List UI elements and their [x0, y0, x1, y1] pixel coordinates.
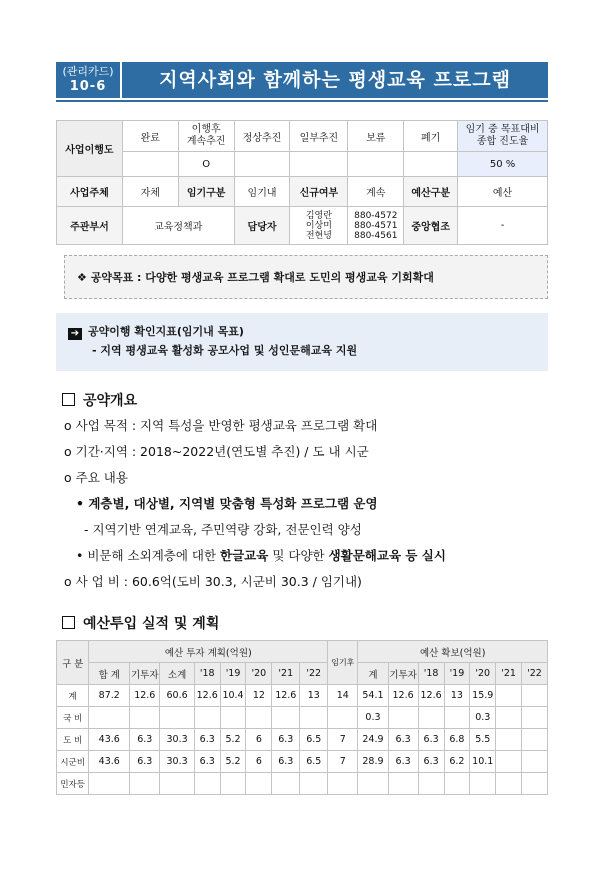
card-label: (관리카드) [62, 65, 114, 78]
management-card-badge [56, 62, 122, 98]
secured-cell: 24.9 [358, 729, 388, 751]
secured-cell [521, 707, 547, 729]
plan-cell [300, 707, 328, 729]
plan-cell: 12 [246, 685, 272, 707]
secured-cell [521, 773, 547, 795]
overview-item-2-b: 한글교육 [220, 548, 269, 563]
secured-cell: 6.2 [444, 751, 470, 773]
budget-row [57, 751, 548, 773]
plan-cell [246, 773, 272, 795]
budget-row [57, 707, 548, 729]
checkbox-square-icon [62, 393, 75, 406]
plan-cell [89, 773, 130, 795]
secured-col-header: 기투자 [388, 663, 418, 685]
overview-heading: 공약개요 [83, 393, 138, 409]
secured-cell: 0.3 [470, 707, 496, 729]
budget-row-header: 구 분 [57, 641, 89, 685]
secured-col-header: '20 [470, 663, 496, 685]
budget-row [57, 685, 548, 707]
col-normal: 정상추진 [234, 121, 290, 152]
plan-cell: 87.2 [89, 685, 130, 707]
plan-cell: 43.6 [89, 729, 130, 751]
budget-row-label: 민자등 [57, 773, 89, 795]
secured-cell [496, 751, 522, 773]
indicator-title: 공약이행 확인지표(임기내 목표) [88, 325, 244, 338]
secured-cell [388, 773, 418, 795]
manager-phones: 880-4572 880-4571 880-4561 [348, 207, 404, 245]
plan-cell: 6.3 [272, 751, 300, 773]
plan-col-header: '18 [194, 663, 220, 685]
secured-col-header: '19 [444, 663, 470, 685]
col-continue: 이행후 계속추진 [178, 121, 234, 152]
page-title: 지역사회와 함께하는 평생교육 프로그램 [159, 69, 511, 91]
plan-cell [130, 707, 160, 729]
after-term-cell: 7 [328, 751, 358, 773]
overview-purpose: o 사업 목적 : 지역 특성을 반영한 평생교육 프로그램 확대 [64, 418, 378, 433]
after-term-cell: 7 [328, 729, 358, 751]
plan-col-header: '19 [220, 663, 246, 685]
plan-cell: 12.6 [272, 685, 300, 707]
secured-cell [470, 773, 496, 795]
mark-abolish [404, 152, 458, 177]
plan-cell [194, 707, 220, 729]
overview-item-2 [62, 546, 548, 566]
budget-row-label: 계 [57, 685, 89, 707]
plan-cell [272, 707, 300, 729]
secured-cell: 28.9 [358, 751, 388, 773]
col-partial: 일부추진 [290, 121, 348, 152]
plan-cell: 6.3 [272, 729, 300, 751]
plan-cell: 43.6 [89, 751, 130, 773]
after-term-header: 임기후 [328, 641, 358, 685]
status-table [56, 120, 548, 245]
secured-cell: 12.6 [418, 685, 444, 707]
after-term-cell [328, 707, 358, 729]
plan-cell: 6.5 [300, 751, 328, 773]
secured-cell: 6.3 [388, 729, 418, 751]
label-term: 임기구분 [178, 177, 234, 207]
secured-header: 예산 확보(억원) [358, 641, 548, 663]
value-new: 계속 [348, 177, 404, 207]
secured-cell: 6.3 [388, 751, 418, 773]
secured-cell [496, 685, 522, 707]
overview-section [62, 390, 548, 592]
budget-row-label: 국 비 [57, 707, 89, 729]
plan-cell [300, 773, 328, 795]
plan-cell: 5.2 [220, 729, 246, 751]
value-budget-type: 예산 [458, 177, 548, 207]
mark-complete [122, 152, 178, 177]
plan-col-header: '20 [246, 663, 272, 685]
overview-main: o 주요 내용 [64, 470, 128, 485]
plan-cell [220, 707, 246, 729]
plan-cell: 30.3 [160, 729, 194, 751]
secured-col-header: '18 [418, 663, 444, 685]
plan-header: 예산 투자 계획(억원) [89, 641, 328, 663]
plan-col-header: 기투자 [130, 663, 160, 685]
secured-cell: 6.3 [418, 729, 444, 751]
label-central-coop: 중앙협조 [404, 207, 458, 245]
overview-item-2-c: 및 다양한 [268, 548, 329, 563]
secured-cell: 54.1 [358, 685, 388, 707]
plan-cell [160, 773, 194, 795]
plan-cell: 6.5 [300, 729, 328, 751]
secured-col-header: '22 [521, 663, 547, 685]
secured-cell: 13 [444, 685, 470, 707]
col-progress-rate: 임기 중 목표대비 종합 진도율 [458, 121, 548, 152]
plan-cell: 5.2 [220, 751, 246, 773]
checkbox-square-icon [62, 616, 75, 629]
plan-cell: 6.3 [194, 729, 220, 751]
value-term: 임기내 [234, 177, 290, 207]
secured-cell: 0.3 [358, 707, 388, 729]
secured-cell [496, 707, 522, 729]
budget-col-header-row [57, 663, 548, 685]
plan-cell: 6 [246, 751, 272, 773]
overview-item-1-sub: - 지역기반 연계교육, 주민역량 강화, 전문인력 양성 [84, 522, 362, 537]
secured-col-header: 계 [358, 663, 388, 685]
label-department: 주관부서 [57, 207, 123, 245]
indicator-box [56, 313, 548, 371]
secured-cell: 15.9 [470, 685, 496, 707]
plan-cell: 6.3 [194, 751, 220, 773]
mark-normal [234, 152, 290, 177]
col-hold: 보류 [348, 121, 404, 152]
overview-budget: o 사 업 비 : 60.6억(도비 30.3, 시군비 30.3 / 임기내) [64, 574, 362, 589]
plan-cell: 6.3 [130, 751, 160, 773]
budget-row [57, 773, 548, 795]
secured-cell: 12.6 [388, 685, 418, 707]
secured-cell [444, 773, 470, 795]
secured-cell [521, 751, 547, 773]
plan-cell [194, 773, 220, 795]
plan-cell: 13 [300, 685, 328, 707]
value-department: 교육정책과 [122, 207, 234, 245]
secured-cell [496, 729, 522, 751]
secured-cell: 10.1 [470, 751, 496, 773]
overview-item-1: • 계층별, 대상별, 지역별 맞춤형 특성화 프로그램 운영 [76, 496, 378, 511]
label-budget-type: 예산구분 [404, 177, 458, 207]
plan-cell: 6 [246, 729, 272, 751]
indicator-item: - 지역 평생교육 활성화 공모사업 및 성인문해교육 지원 [92, 344, 358, 357]
plan-col-header: '22 [300, 663, 328, 685]
secured-cell: 6.3 [418, 751, 444, 773]
col-abolish: 폐기 [404, 121, 458, 152]
secured-cell [496, 773, 522, 795]
secured-cell [418, 773, 444, 795]
mark-partial [290, 152, 348, 177]
after-term-cell: 14 [328, 685, 358, 707]
secured-cell [358, 773, 388, 795]
budget-row [57, 729, 548, 751]
label-manager: 담당자 [234, 207, 290, 245]
secured-cell [444, 707, 470, 729]
value-central-coop: - [458, 207, 548, 245]
plan-cell: 10.4 [220, 685, 246, 707]
plan-cell [220, 773, 246, 795]
progress-rate-value: 50 % [458, 152, 548, 177]
plan-col-header: '21 [272, 663, 300, 685]
plan-cell: 6.3 [130, 729, 160, 751]
plan-cell: 60.6 [160, 685, 194, 707]
secured-cell: 6.8 [444, 729, 470, 751]
secured-cell [521, 685, 547, 707]
plan-cell [246, 707, 272, 729]
budget-row-label: 도 비 [57, 729, 89, 751]
label-operator: 사업주체 [57, 177, 123, 207]
overview-item-2-d: 생활문해교육 등 실시 [328, 548, 446, 563]
budget-table [56, 640, 548, 795]
plan-cell [89, 707, 130, 729]
after-term-cell [328, 773, 358, 795]
budget-row-label: 시군비 [57, 751, 89, 773]
value-operator: 자체 [122, 177, 178, 207]
arrow-right-icon: ➔ [68, 328, 82, 340]
budget-heading: 예산투입 실적 및 계획 [83, 616, 220, 632]
secured-cell: 5.5 [470, 729, 496, 751]
label-new: 신규여부 [290, 177, 348, 207]
budget-body [57, 685, 548, 795]
mark-continue: O [178, 152, 234, 177]
plan-cell [160, 707, 194, 729]
pledge-goal-box: ❖ 공약목표 : 다양한 평생교육 프로그램 확대로 도민의 평생교육 기회확대 [64, 255, 548, 299]
card-number: 10-6 [69, 79, 107, 94]
row-label-progress: 사업이행도 [57, 121, 123, 177]
secured-cell [388, 707, 418, 729]
plan-cell [130, 773, 160, 795]
secured-col-header: '21 [496, 663, 522, 685]
budget-section-title [62, 614, 219, 634]
overview-period: o 기간·지역 : 2018~2022년(연도별 추진) / 도 내 시군 [64, 444, 369, 459]
secured-cell [521, 729, 547, 751]
plan-cell [272, 773, 300, 795]
col-complete: 완료 [122, 121, 178, 152]
plan-col-header: 소계 [160, 663, 194, 685]
overview-item-2-a: • 비문해 소외계층에 대한 [76, 548, 221, 563]
mark-hold [348, 152, 404, 177]
plan-cell: 12.6 [130, 685, 160, 707]
plan-cell: 30.3 [160, 751, 194, 773]
secured-cell [418, 707, 444, 729]
header-divider [56, 100, 548, 102]
plan-col-header: 합 계 [89, 663, 130, 685]
manager-names: 김영란 이상미 전현녕 [290, 207, 348, 245]
plan-cell: 12.6 [194, 685, 220, 707]
